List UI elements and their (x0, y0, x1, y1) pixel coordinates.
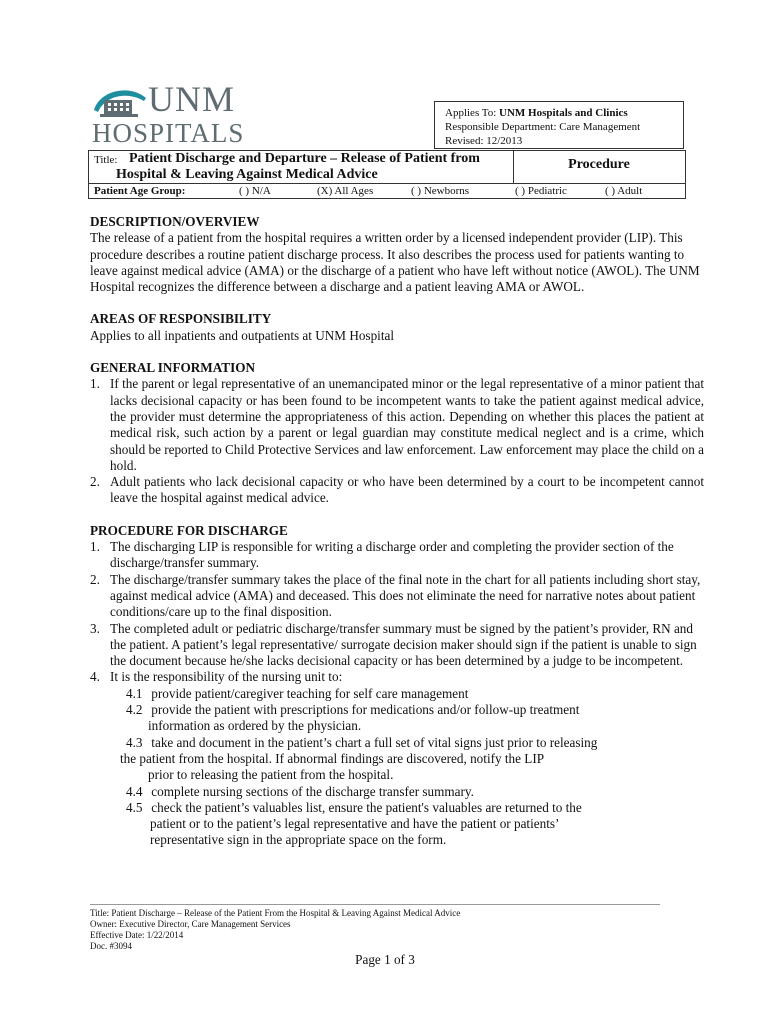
sub-number: 4.5 (126, 799, 143, 815)
sub-text-continued: information as ordered by the physician. (148, 718, 362, 734)
title-line-1: Patient Discharge and Departure – Release of Patient from (129, 151, 480, 166)
sub-item-4-1 (90, 686, 704, 702)
list-item (90, 572, 704, 621)
list-text: Adult patients who lack decisional capacity or who have been determined by a court to be incompetent cannot leave the hospital against medical advice. (110, 474, 704, 506)
list-text: The discharge/transfer summary takes the place of the final note in the chart for all patients including short stay, against medical advice (AMA) and deceased. This does not eliminate the need for narrative notes about patient conditions/care up to the final disposition. (110, 571, 701, 620)
list-number: 1. (90, 539, 100, 555)
list-number: 2. (90, 474, 100, 490)
footer-owner: Owner: Executive Director, Care Management Services (90, 919, 291, 929)
sub-number: 4.2 (126, 702, 143, 718)
list-text: If the parent or legal representative of an unemancipated minor or the legal representative of a minor patient that lacks decisional capacity or has been found to be incompetent wants to take the patient against medical advice, the provider must determine the appropriateness of this action. Depending on whether this places the patient at medical risk, such action by a parent or legal guardian may constitute medical neglect and is a crime, which should be reported to Child Protective Services and law enforcement. Law enforcement may place the child on a hold. (110, 376, 704, 473)
applies-to-value: UNM Hospitals and Clinics (499, 107, 628, 119)
list-text: The discharging LIP is responsible for writing a discharge order and completing the provider section of the discharge/transfer summary. (110, 539, 674, 571)
sub-text-continued: the patient from the hospital. If abnormal findings are discovered, notify the LIP (120, 750, 545, 766)
title-label: Title: (94, 154, 118, 166)
age-option-pediatric: ( ) Pediatric (515, 185, 567, 197)
list-item (90, 621, 704, 670)
sub-text: check the patient’s valuables list, ensure the patient's valuables are returned to the (151, 799, 582, 815)
sub-item-4-2 (90, 702, 704, 718)
general-heading: GENERAL INFORMATION (90, 360, 255, 376)
sub-text-continued: representative sign in the appropriate space on the form. (150, 832, 447, 848)
procedure-heading: PROCEDURE FOR DISCHARGE (90, 522, 288, 538)
procedure-list (90, 539, 704, 686)
page-number: Page 1 of 3 (355, 952, 415, 967)
applies-to-line (445, 106, 683, 120)
sub-text: provide patient/caregiver teaching for self care management (151, 685, 469, 701)
sub-text: provide the patient with prescriptions for medications and/or follow-up treatment (151, 702, 580, 718)
general-list (90, 376, 704, 506)
list-item (90, 376, 704, 474)
sub-item-4-5 (90, 800, 704, 816)
sub-text: complete nursing sections of the discharge transfer summary. (151, 783, 474, 799)
title-cell (89, 151, 514, 183)
sub-item-4-3 (90, 735, 704, 751)
footer-effective-date: Effective Date: 1/22/2014 (90, 930, 184, 940)
age-option-newborns: ( ) Newborns (411, 185, 470, 197)
responsible-department: Responsible Department: Care Management (445, 121, 641, 133)
sub-number: 4.1 (126, 685, 143, 701)
list-number: 3. (90, 620, 100, 636)
sub-number: 4.4 (126, 783, 143, 799)
title-line-2: Hospital & Leaving Against Medical Advice (116, 167, 378, 182)
description-text: The release of a patient from the hospital requires a written order by a licensed independent provider (LIP). This procedure describes a routine patient discharge process. It also describes the process used for patients wanting to leave against medical advice (AMA) or the discharge of a patient who have left without notice (AWOL). The UNM Hospital recognizes the difference between a discharge and a patient leaving AMA or AWOL. (90, 230, 700, 295)
sub-text: take and document in the patient’s chart a full set of vital signs just prior to releasing (151, 734, 598, 750)
document-body (90, 214, 704, 849)
patient-age-group-row (88, 183, 686, 199)
list-number: 4. (90, 669, 100, 685)
applies-to-label: Applies To: (445, 107, 500, 119)
age-option-na: ( ) N/A (239, 185, 271, 197)
title-box (88, 150, 686, 184)
sub-number: 4.3 (126, 734, 143, 750)
logo-text-hospitals: HOSPITALS (92, 118, 245, 148)
list-item (90, 474, 704, 507)
description-heading: DESCRIPTION/OVERVIEW (90, 214, 260, 229)
age-option-all: (X) All Ages (317, 185, 374, 197)
list-number: 2. (90, 571, 100, 587)
list-number: 1. (90, 376, 100, 392)
logo-text-unm: UNM (148, 79, 236, 119)
footer-title: Title: Patient Discharge – Release of the Patient From the Hospital & Leaving Against Medical Advice (90, 908, 461, 918)
document-type: Procedure (568, 157, 630, 172)
age-option-adult: ( ) Adult (605, 185, 643, 197)
footer-doc-number: Doc. #3094 (90, 941, 132, 951)
list-item (90, 539, 704, 572)
areas-heading: AREAS OF RESPONSIBILITY (90, 311, 272, 327)
areas-text: Applies to all inpatients and outpatients at UNM Hospital (90, 327, 395, 343)
revised-date: Revised: 12/2013 (445, 135, 523, 147)
age-group-label: Patient Age Group: (94, 185, 186, 197)
list-item (90, 669, 704, 685)
footer-divider (90, 904, 660, 905)
applies-to-box (434, 101, 684, 149)
footer (90, 908, 460, 952)
list-text: It is the responsibility of the nursing unit to: (110, 669, 343, 685)
unm-hospitals-logo (90, 79, 250, 148)
sub-item-4-4 (90, 784, 704, 800)
sub-text-continued: prior to releasing the patient from the hospital. (148, 767, 394, 783)
list-text: The completed adult or pediatric discharge/transfer summary must be signed by the patient’s provider, RN and the patient. A patient’s legal representative/ surrogate decision maker should sign if the patient is unable to sign the document because he/she lacks decisional capacity or has been determined by a judge to be incompetent. (110, 620, 697, 669)
sub-text-continued: patient or to the patient’s legal representative and have the patient or patients’ (150, 816, 560, 832)
